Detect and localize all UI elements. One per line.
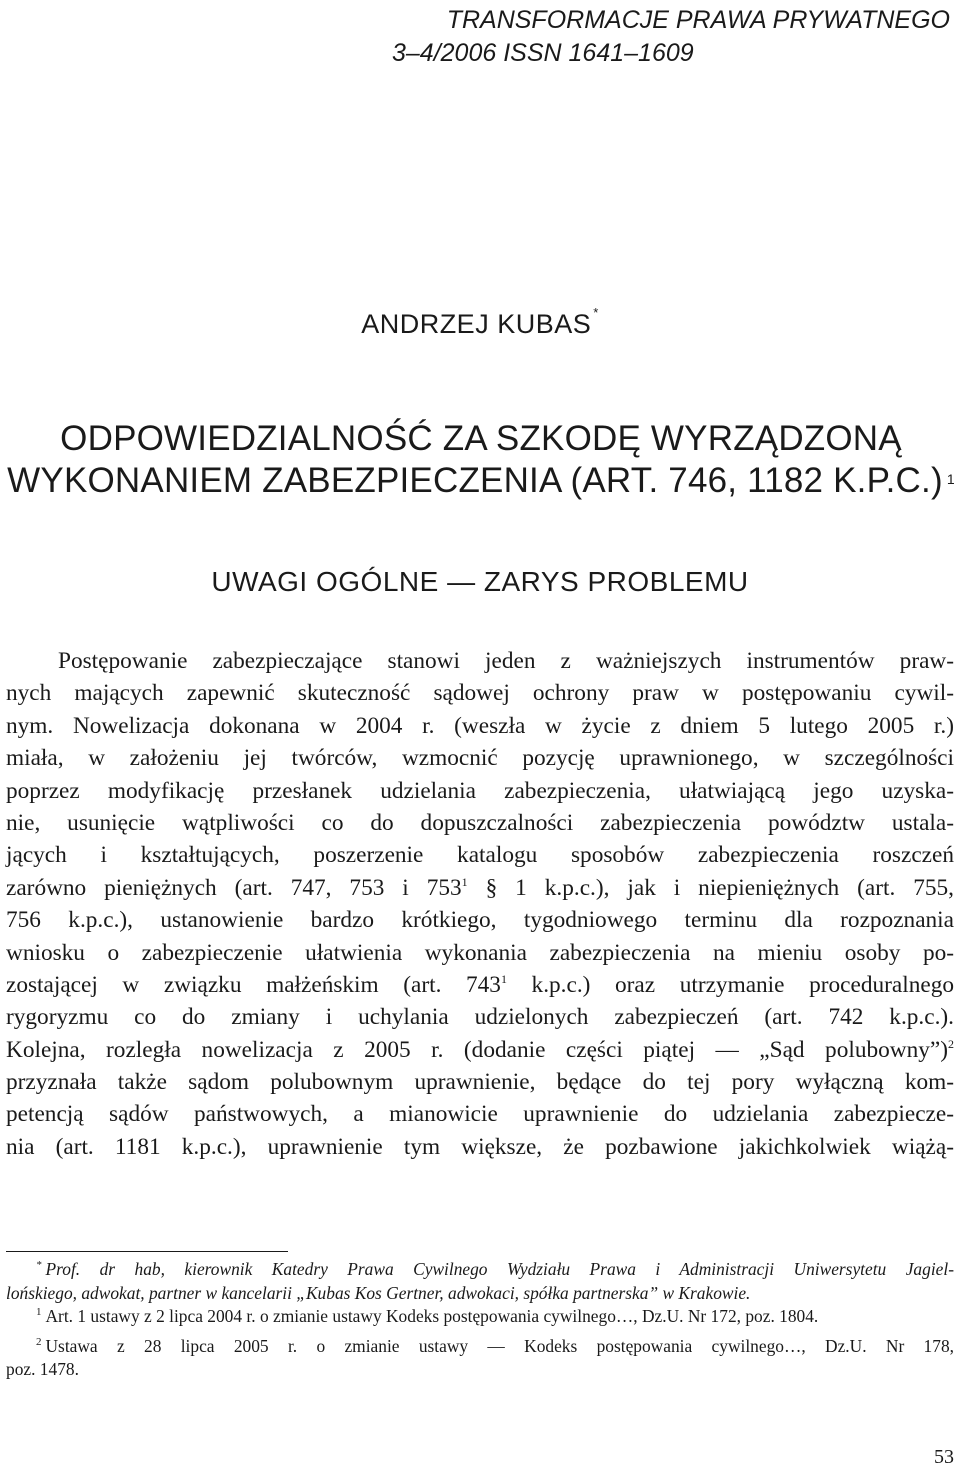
footnote-mark: 1 — [36, 1306, 42, 1319]
body-line: Postępowanie zabezpieczające stanowi jeden z ważniejszych instrumentów praw- — [58, 648, 954, 674]
body-line: przyznała także sądom polubownym uprawnienie, będące do tej pory wyłączną kom- — [6, 1069, 954, 1096]
footnote-ref: 2 — [948, 1036, 954, 1051]
superscript: 1 — [500, 972, 507, 987]
body-text: zostającej w związku małżeńskim (art. 743 — [6, 971, 501, 998]
superscript: 1 — [461, 874, 468, 889]
body-line: poprzez modyfikację przesłanek udzielania zabezpieczenia, ułatwiającą jego uzyska- — [6, 777, 954, 804]
author-name — [0, 305, 960, 340]
title-footnote-mark: 1 — [946, 471, 955, 487]
footnote-2-cont: poz. 1478. — [6, 1359, 79, 1380]
body-line: wniosku o zabezpieczenie ułatwienia wykonania zabezpieczenia na mieniu osoby po- — [6, 939, 954, 966]
body-line — [6, 969, 954, 1001]
journal-issn: ISSN 1641–1609 — [503, 39, 694, 67]
author-text: ANDRZEJ KUBAS — [361, 309, 592, 339]
journal-header — [390, 4, 950, 70]
body-line — [6, 1034, 954, 1066]
body-text: k.p.c.) oraz utrzymanie proceduralnego — [506, 971, 954, 998]
body-line: rygoryzmu co do zmiany i uchylania udzielonych zabezpieczeń (art. 742 k.p.c.). — [6, 1004, 954, 1031]
author-footnote-mark: * — [593, 305, 599, 320]
journal-title: TRANSFORMACJE PRAWA PRYWATNEGO — [446, 6, 950, 34]
body-line: miała, w założeniu jej twórców, wzmocnić pozycję uprawnionego, w szczególności — [6, 745, 954, 772]
body-paragraph — [6, 645, 954, 1163]
body-text: zarówno pieniężnych (art. 747, 753 i 753 — [6, 874, 462, 901]
footnote-1 — [6, 1305, 954, 1329]
body-line: jących i kształtujących, poszerzenie katalogu sposobów zabezpieczenia roszczeń — [6, 842, 954, 869]
footnote-text: Ustawa z 28 lipca 2005 r. o zmianie ustawy — Kodeks postępowania cywilnego…, Dz.U. Nr 178, — [45, 1335, 954, 1356]
body-text: Kolejna, rozległa nowelizacja z 2005 r. (dodanie części piątej — „Sąd polubowny”) — [6, 1036, 948, 1063]
section-heading: UWAGI OGÓLNE — ZARYS PROBLEMU — [211, 566, 749, 597]
title-line-1: ODPOWIEDZIALNOŚĆ ZA SZKODĘ WYRZĄDZONĄ — [60, 419, 902, 458]
body-line: nych mających zapewnić skuteczność sądowej ochrony praw w postępowaniu cywil- — [6, 680, 954, 707]
footnote-text: Prof. dr hab, kierownik Katedry Prawa Cywilnego Wydziału Prawa i Administracji Uniwersytetu Jagiel- — [45, 1259, 954, 1279]
body-line: petencją sądów państwowych, a mianowicie uprawnienie do udzielania zabezpiecze- — [6, 1101, 954, 1128]
footnote-mark: * — [36, 1259, 42, 1272]
body-text: § 1 k.p.c.), jak i niepieniężnych (art. 755, — [467, 874, 954, 901]
title-line-2-text: WYKONANIEM ZABEZPIECZENIA (ART. 746, 1182 K.P.C.) — [7, 461, 943, 500]
body-line: 756 k.p.c.), ustanowienie bardzo krótkiego, tygodniowego terminu dla rozpoznania — [6, 907, 954, 934]
footnote-author-cont: lońskiego, adwokat, partner w kancelarii „Kubas Kos Gertner, adwokaci, spółka partnerska” w Krakowie. — [6, 1282, 751, 1303]
body-line — [6, 872, 954, 904]
body-line: nia (art. 1181 k.p.c.), uprawnienie tym większe, że pozbawione jakichkolwiek wiążą- — [6, 1133, 954, 1160]
footnote-mark: 2 — [36, 1335, 42, 1348]
page-number: 53 — [934, 1446, 954, 1468]
article-title — [2, 418, 960, 502]
footnotes — [6, 1258, 954, 1382]
title-line-2 — [2, 460, 960, 502]
body-line: nym. Nowelizacja dokonana w 2004 r. (weszła w życie z dniem 5 lutego 2005 r.) — [6, 712, 954, 739]
journal-issue: 3–4/2006 — [392, 39, 497, 67]
footnote-author — [6, 1258, 954, 1282]
footnote-text: Art. 1 ustawy z 2 lipca 2004 r. o zmianie ustawy Kodeks postępowania cywilnego…, Dz.U. Nr 172, poz. 1804. — [45, 1306, 819, 1327]
footnote-2 — [6, 1335, 954, 1359]
footnote-divider — [6, 1251, 288, 1252]
journal-issue-line — [390, 37, 950, 70]
body-line: nie, usunięcie wątpliwości co do dopuszczalności zabezpieczenia powództw ustala- — [6, 809, 954, 836]
